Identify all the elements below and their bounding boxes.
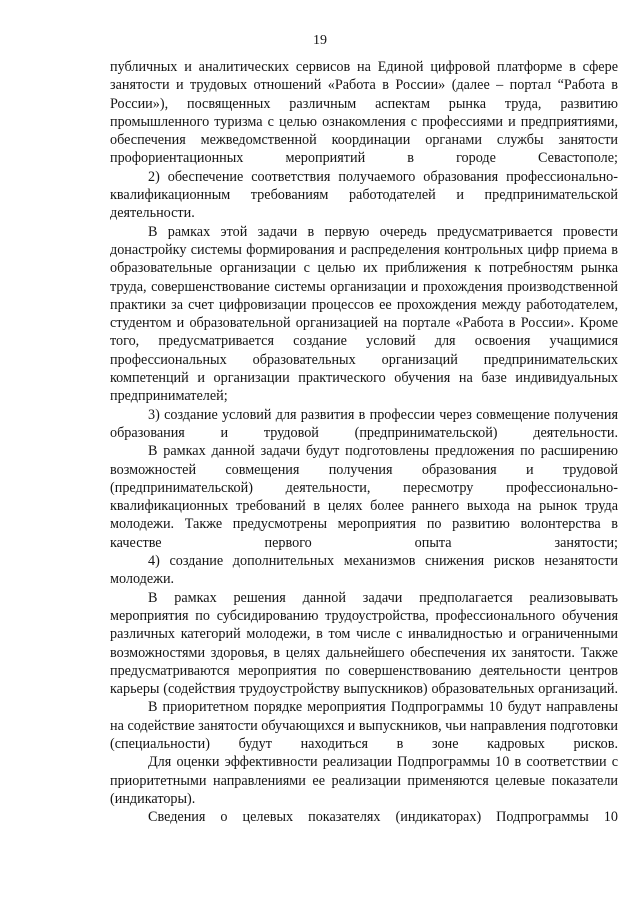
- text-line: обучения различных категорий молодежи, в том числе с инвалидностью: [110, 607, 618, 643]
- text-line: 3) создание условий для развития в профессии через совмещение: [148, 406, 550, 423]
- text-line: В рамках этой задачи в первую очередь предусматривается провести: [148, 223, 618, 240]
- text-line: направлены на содействие занятости обучающихся и выпускников, чьи: [110, 699, 618, 734]
- list-item-3: [110, 406, 618, 443]
- text-line: трудоустройству выпускников) образовательных организаций.: [239, 681, 619, 698]
- text-line: мероприятия по субсидированию трудоустройства, профессионального: [110, 607, 556, 624]
- text-line: предпринимателей;: [110, 388, 228, 405]
- text-line: Для оценки эффективности реализации Подпрограммы 10: [148, 754, 510, 771]
- paragraph-continuation: [110, 58, 618, 168]
- text-line: и организации практического обучения на базе индивидуальных: [197, 370, 619, 387]
- text-line: и прохождения производственной практики за счет цифровизации процессов: [110, 278, 618, 313]
- text-line: по развитию волонтерства в качестве первого опыта занятости;: [110, 516, 618, 551]
- text-line: службы занятости профориентационных мероприятий в городе Севастополе;: [110, 132, 618, 167]
- text-line: 4) создание дополнительных механизмов снижения рисков незанятости: [148, 553, 618, 570]
- text-line: к потребностям рынка труда, совершенствование системы организации: [110, 260, 619, 295]
- text-line: В приоритетном порядке мероприятия Подпрограммы 10 будут: [148, 699, 542, 716]
- paragraph-priority: [110, 698, 618, 753]
- text-line: и предприятиями, обеспечения межведомственной координации органами: [110, 113, 618, 149]
- text-line: развитию промышленного туризма с целью ознакомления с профессиями: [110, 95, 619, 130]
- list-item-4: [110, 552, 618, 589]
- body-text: [110, 58, 618, 826]
- text-line: профессионально-квалификационных требований в целях более раннего: [110, 479, 618, 515]
- paragraph-task-4-details: [110, 589, 618, 699]
- text-line: ее прохождения между работодателем, студентом и образовательной: [110, 296, 619, 332]
- page-number: 19: [313, 33, 327, 48]
- text-line: молодежи.: [110, 571, 175, 588]
- text-line: направления подготовки (специальности) будут находиться в зоне кадровых: [110, 717, 619, 752]
- text-line: образовательных организаций предпринимательских компетенций: [110, 351, 618, 387]
- text-line: организацией на портале «Работа в России». Кроме того, предусматривается: [110, 315, 618, 350]
- text-line: донастройку системы формирования и распределения контрольных цифр: [110, 241, 559, 258]
- text-line: “Работа в России»), посвященных различным аспектам рынка труда,: [110, 77, 619, 112]
- text-line: и трудовой (предпринимательской) деятельности, пересмотру: [110, 461, 618, 496]
- text-line: профессионально-квалификационным требованиям работодателей: [110, 168, 619, 204]
- text-line: и ограниченными возможностями здоровья, в целях дальнейшего: [110, 626, 618, 661]
- paragraph-task-2-details: [110, 223, 618, 406]
- text-line: выхода на рынок труда молодежи. Также предусмотрены мероприятия: [110, 498, 619, 533]
- text-line: создание условий для освоения учащимися профессиональных: [110, 333, 618, 368]
- text-line: по расширению возможностей совмещения получения образования: [110, 443, 618, 478]
- text-line: по совершенствованию деятельности центров карьеры (содействия: [110, 662, 619, 698]
- list-item-2: [110, 168, 618, 223]
- text-line: В рамках данной задачи будут подготовлены предложения: [148, 443, 515, 460]
- text-line: получения образования и трудовой (предпринимательской) деятельности.: [110, 406, 618, 441]
- text-line: В рамках решения данной задачи предполагается реализовывать: [148, 589, 618, 606]
- paragraph-indicators-intro: [110, 808, 618, 826]
- paragraph-evaluation: [110, 753, 618, 808]
- text-line: рисков.: [573, 735, 618, 752]
- text-line: приема в образовательные организации с целью их приближения: [110, 241, 619, 277]
- text-line: в соответствии с приоритетными направлениями ее реализации применяются: [110, 754, 619, 789]
- text-line: и предпринимательской деятельности.: [110, 187, 619, 222]
- paragraph-task-3-details: [110, 442, 618, 552]
- text-line: публичных и аналитических сервисов на Единой цифровой платформе: [110, 59, 563, 75]
- text-line: 2) обеспечение соответствия получаемого образования: [148, 168, 499, 185]
- text-line: Сведения о целевых показателях (индикаторах) Подпрограммы 10: [148, 809, 618, 826]
- text-line: обеспечения их занятости. Также предусматриваются мероприятия: [110, 644, 618, 679]
- text-line: целевые показатели (индикаторы).: [110, 772, 618, 807]
- text-line: в сфере занятости и трудовых отношений «Работа в России» (далее – портал: [110, 59, 618, 94]
